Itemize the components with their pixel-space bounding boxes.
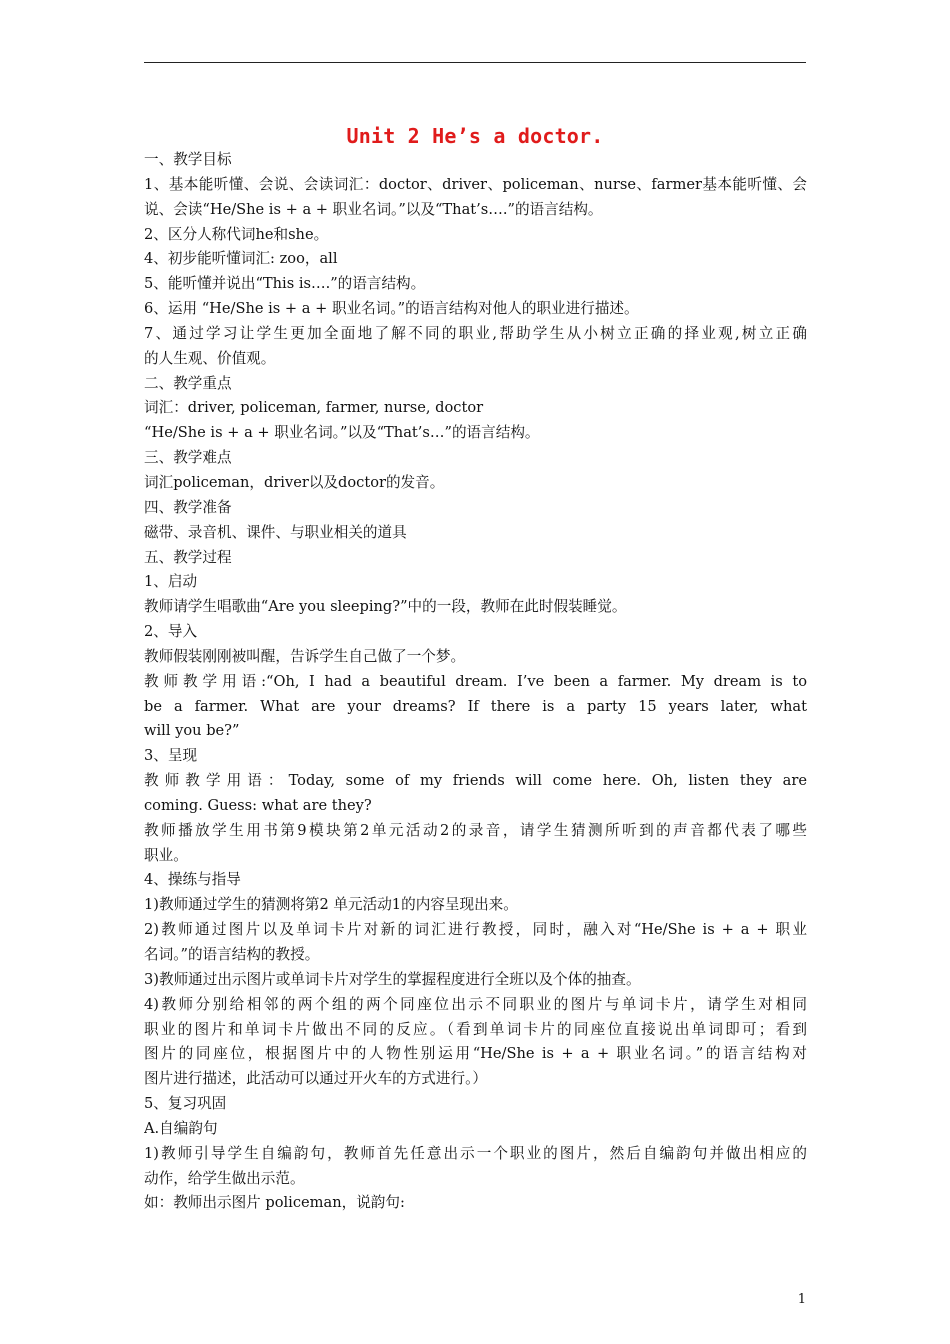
text-line: 2、区分人称代词he和she。 [144,225,329,243]
text-line: 教师请学生唱歌曲“Are you sleeping?”中的一段，教师在此时假装睡觉。 [144,598,627,616]
header-rule [144,62,806,63]
text-line: 一、教学目标 [144,151,232,168]
text-line: 名词。”的语言结构的教授。 [144,946,320,963]
text-line: coming. Guess: what are they? [144,796,372,814]
text-line: 4、初步能听懂词汇: zoo，all [144,250,338,268]
text-line: 1、基本能听懂、会说、会读词汇：doctor、driver、policeman、nurse、farmer基本能听懂、会 [144,175,807,193]
text-line: 2、导入 [144,623,198,641]
text-line: 3)教师通过出示图片或单词卡片对学生的掌握程度进行全班以及个体的抽查。 [144,970,641,988]
text-line: 2)教师通过图片以及单词卡片对新的词汇进行教授，同时，融入对“He/She is + a + 职业 [144,921,807,939]
text-line: be a farmer. What are your dreams? If there is a party 15 years later, what [144,697,807,715]
text-line: 如：教师出示图片 policeman，说韵句: [144,1194,405,1212]
text-line: 1)教师引导学生自编韵句，教师首先任意出示一个职业的图片，然后自编韵句并做出相应的 [144,1144,807,1162]
text-line: 磁带、录音机、课件、与职业相关的道具 [144,523,407,541]
text-line: 图片的同座位，根据图片中的人物性别运用“He/She is + a + 职业名词。”的语言结构对 [144,1045,807,1063]
text-line: 5、复习巩固 [144,1095,227,1113]
text-line: will you be?” [144,722,240,740]
text-line: 二、教学重点 [144,374,232,392]
text-line: 3、呈现 [144,747,198,765]
page-number: 1 [797,1292,806,1307]
text-line: 词汇：driver, policeman, farmer, nurse, doctor [144,399,484,417]
text-line: 4)教师分别给相邻的两个组的两个同座位出示不同职业的图片与单词卡片，请学生对相同 [144,995,807,1013]
text-line: 动作，给学生做出示范。 [144,1169,305,1187]
text-line: 说、会读“He/She is + a + 职业名词。”以及“That’s….”的语言结构。 [144,200,603,218]
text-line: 词汇policeman，driver以及doctor的发音。 [144,473,445,491]
text-line: A.自编韵句 [144,1119,218,1137]
text-line: 三、教学难点 [144,449,232,467]
text-line: 教师教学用语:“Oh, I had a beautiful dream. I’ve been a farmer. My dream is to [144,672,807,690]
text-line: 教师教学用语：Today, some of my friends will come here. Oh, listen they are [144,772,807,790]
text-line: 7、通过学习让学生更加全面地了解不同的职业,帮助学生从小树立正确的择业观,树立正确 [144,324,807,342]
text-line: 五、教学过程 [144,548,232,566]
text-line: “He/She is + a + 职业名词。”以及“That’s…”的语言结构。 [144,424,540,442]
text-line: 四、教学准备 [144,498,232,516]
text-line: 职业的图片和单词卡片做出不同的反应。（看到单词卡片的同座位直接说出单词即可；看到 [144,1020,807,1038]
text-line: 教师假装刚刚被叫醒，告诉学生自己做了一个梦。 [144,647,466,665]
text-line: 职业。 [144,846,188,864]
text-line: 4、操练与指导 [144,871,241,889]
text-line: 1)教师通过学生的猜测将第2 单元活动1的内容呈现出来。 [144,896,518,914]
page-title: Unit 2 He’s a doctor. [346,124,604,148]
text-line: 5、能听懂并说出“This is….”的语言结构。 [144,275,426,293]
text-line: 教师播放学生用书第9模块第2单元活动2的录音，请学生猜测所听到的声音都代表了哪些 [144,821,807,839]
text-line: 6、运用 “He/She is + a + 职业名词。”的语言结构对他人的职业进行描述。 [144,300,639,318]
text-line: 图片进行描述，此活动可以通过开火车的方式进行。） [144,1070,487,1088]
text-line: 1、启动 [144,573,198,591]
text-line: 的人生观、价值观。 [144,349,276,367]
document-body [144,148,807,1216]
